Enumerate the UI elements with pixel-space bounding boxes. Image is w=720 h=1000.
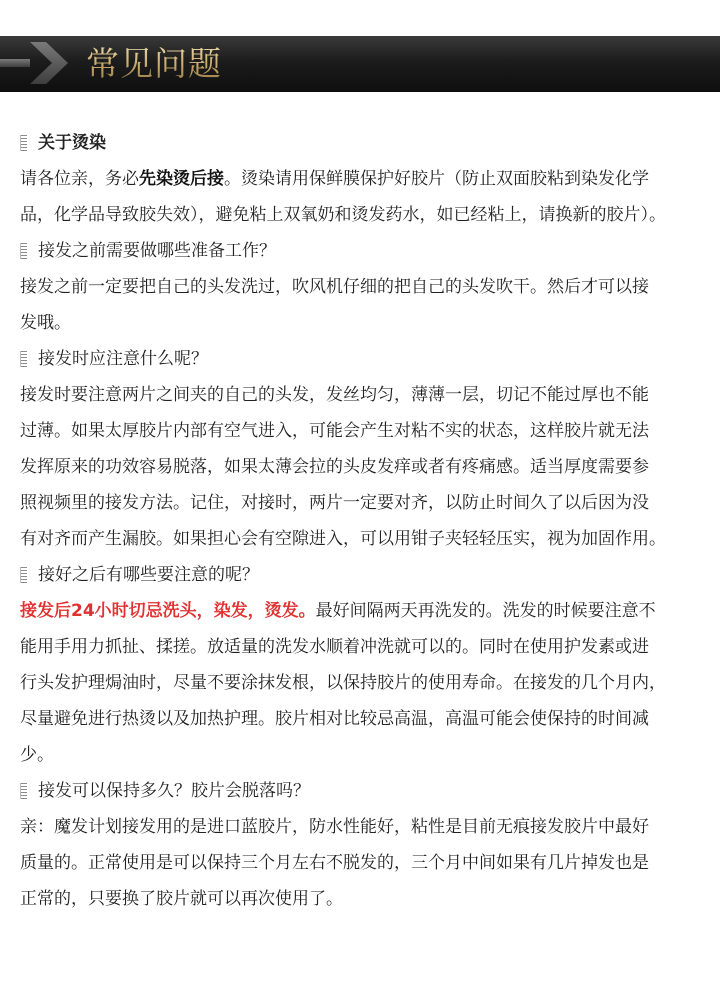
- faq-answer-text: 请各位亲，务必: [20, 169, 139, 189]
- faq-content: [20, 125, 716, 917]
- faq-answer-line: 接发时要注意两片之间夹的自己的头发，发丝均匀，薄薄一层，切记不能过厚也不能: [20, 385, 649, 405]
- faq-answer-line: 接发之前一定要把自己的头发洗过，吹风机仔细的把自己的头发吹干。然后才可以接: [20, 277, 649, 297]
- faq-answer: [20, 161, 716, 233]
- faq-question-text: 接发时应注意什么呢？: [38, 349, 208, 369]
- faq-answer-bold: 先染烫后接: [139, 169, 224, 189]
- faq-question-text: 接好之后有哪些要注意的呢？: [38, 565, 259, 585]
- faq-question: [20, 773, 716, 809]
- faq-answer-line: 少。: [20, 745, 54, 765]
- bullet-marker-icon: [20, 783, 27, 799]
- faq-answer-line: 亲：魔发计划接发用的是进口蓝胶片，防水性能好，粘性是目前无痕接发胶片中最好: [20, 817, 649, 837]
- bullet-marker-icon: [20, 135, 27, 151]
- faq-answer-text: 。烫染请用保鲜膜保护好胶片（防止双面胶粘到染发化学: [224, 169, 649, 189]
- faq-question-text: 接发可以保持多久？胶片会脱落吗？: [38, 781, 310, 801]
- faq-answer-line: 质量的。正常使用是可以保持三个月左右不脱发的，三个月中间如果有几片掉发也是: [20, 853, 649, 873]
- faq-question: [20, 233, 716, 269]
- faq-answer: [20, 269, 716, 341]
- bullet-marker-icon: [20, 351, 27, 367]
- bullet-marker-icon: [20, 567, 27, 583]
- header-banner: [0, 36, 720, 92]
- faq-answer-line: 照视频里的接发方法。记住，对接时，两片一定要对齐，以防止时间久了以后因为没: [20, 493, 649, 513]
- faq-answer-line: 行头发护理焗油时，尽量不要涂抹发根，以保持胶片的使用寿命。在接发的几个月内，: [20, 673, 666, 693]
- faq-answer-line: 发哦。: [20, 313, 71, 333]
- faq-answer-line: 尽量避免进行热烫以及加热护理。胶片相对比较忌高温，高温可能会使保持的时间减: [20, 709, 649, 729]
- faq-answer-warning: 接发后24小时切忌洗头，染发，烫发。: [20, 601, 316, 621]
- faq-answer: [20, 593, 716, 773]
- faq-answer-line: 过薄。如果太厚胶片内部有空气进入，可能会产生对粘不实的状态，这样胶片就无法: [20, 421, 649, 441]
- faq-answer-line: 正常的，只要换了胶片就可以再次使用了。: [20, 889, 343, 909]
- faq-answer-line: [20, 593, 716, 629]
- faq-answer-line: 能用手用力抓扯、揉搓。放适量的洗发水顺着冲洗就可以的。同时在使用护发素或进: [20, 637, 649, 657]
- faq-question: [20, 341, 716, 377]
- faq-question: [20, 557, 716, 593]
- chevron-right-icon: [0, 36, 80, 92]
- page-title: 常见问题: [86, 44, 222, 83]
- faq-answer: [20, 809, 716, 917]
- bullet-marker-icon: [20, 243, 27, 259]
- faq-question-text: 接发之前需要做哪些准备工作？: [38, 241, 276, 261]
- faq-answer-text: 最好间隔两天再洗发的。洗发的时候要注意不: [315, 601, 656, 621]
- faq-answer-line: [20, 161, 716, 197]
- faq-answer-line: 发挥原来的功效容易脱落，如果太薄会拉的头皮发痒或者有疼痛感。适当厚度需要参: [20, 457, 649, 477]
- faq-answer-line: 有对齐而产生漏胶。如果担心会有空隙进入，可以用钳子夹轻轻压实，视为加固作用。: [20, 529, 666, 549]
- faq-question-text: 关于烫染: [38, 133, 106, 153]
- faq-answer: [20, 377, 716, 557]
- faq-answer-line: 品，化学品导致胶失效），避免粘上双氧奶和烫发药水，如已经粘上，请换新的胶片）。: [20, 205, 666, 225]
- faq-question: [20, 125, 716, 161]
